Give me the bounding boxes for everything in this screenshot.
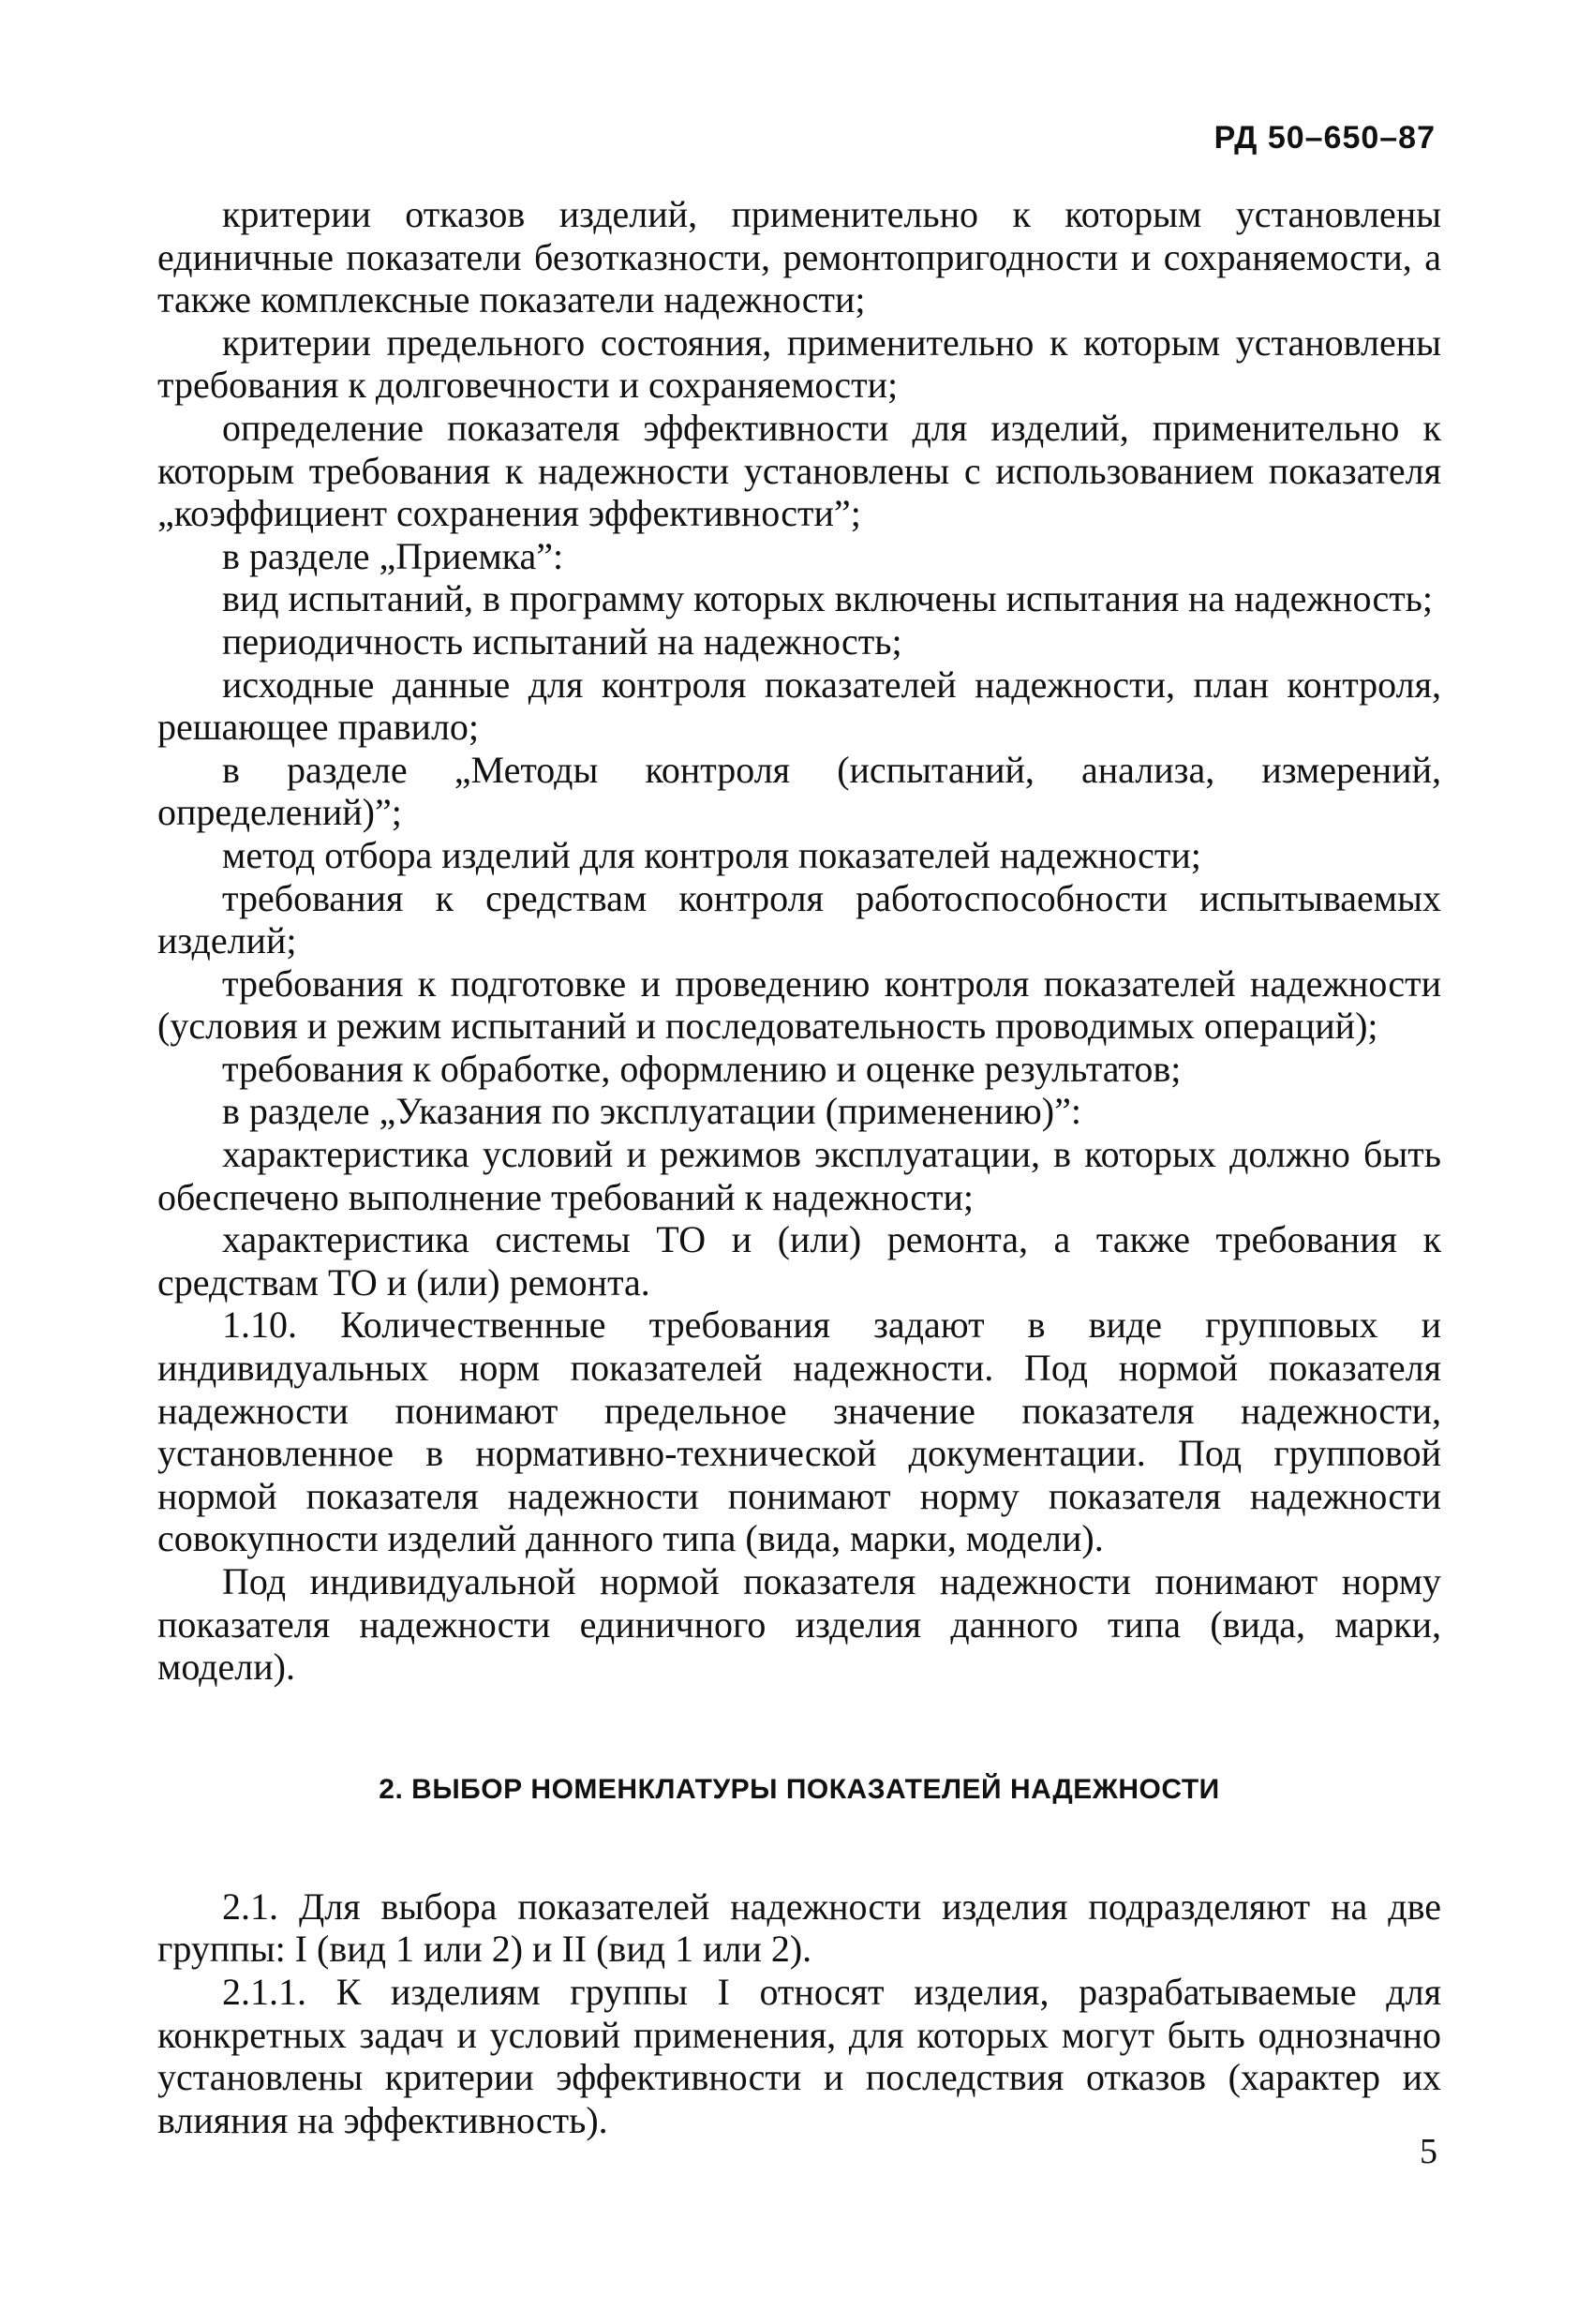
section-heading: 2. ВЫБОР НОМЕНКЛАТУРЫ ПОКАЗАТЕЛЕЙ НАДЕЖНОСТИ <box>379 1773 1220 1805</box>
paragraph: требования к подготовке и проведению контроля показателей надежности (условия и режим испытаний и последовательность проводимых операций); <box>157 961 1441 1048</box>
document-code-header: РД 50–650–87 <box>1213 120 1436 156</box>
paragraph: критерии отказов изделий, применительно к которым установлены единичные показатели безотказности, ремонтопригодности и сохраняемости, а также комплексные показатели надежности; <box>157 193 1441 321</box>
paragraph: в разделе „Приемка”: <box>222 534 564 577</box>
paragraph: 2.1. Для выбора показателей надежности изделия подразделяют на две группы: I (вид 1 или 2) и II (вид 1 или 2). <box>157 1885 1441 1971</box>
paragraph: Под индивидуальной нормой показателя надежности понимают норму показателя надежности единичного изделия данного типа (вида, марки, модели). <box>157 1560 1441 1689</box>
paragraph: требования к средствам контроля работоспособности испытываемых изделий; <box>157 876 1441 962</box>
page-number: 5 <box>1420 2132 1437 2171</box>
paragraph: метод отбора изделий для контроля показателей надежности; <box>222 833 1201 876</box>
document-body <box>157 193 1441 2141</box>
paragraph: в разделе „Указания по эксплуатации (применению)”: <box>222 1090 1081 1133</box>
paragraph: характеристика системы ТО и (или) ремонта, а также требования к средствам ТО и (или) ремонта. <box>157 1218 1441 1304</box>
paragraph: периодичность испытаний на надежность; <box>222 619 902 663</box>
paragraph: критерии предельного состояния, применительно к которым установлены требования к долговечности и сохраняемости; <box>157 320 1441 407</box>
paragraph: исходные данные для контроля показателей надежности, план контроля, решающее правило; <box>157 663 1441 749</box>
paragraph: 2.1.1. К изделиям группы I относят изделия, разрабатываемые для конкретных задач и условий применения, для которых могут быть однозначно установлены критерии эффективности и последствия отказов (характер их влияния на эффективность). <box>157 1970 1441 2141</box>
paragraph: характеристика условий и режимов эксплуатации, в которых должно быть обеспечено выполнение требований к надежности; <box>157 1133 1441 1218</box>
paragraph: в разделе „Методы контроля (испытаний, анализа, измерений, определений)”; <box>157 748 1441 834</box>
paragraph: 1.10. Количественные требования задают в виде групповых и индивидуальных норм показателей надежности. Под нормой показателя надежности понимают предельное значение показателя надежности, установленное в нормативно-технической документации. Под групповой нормой показателя надежности понимают норму показателя надежности совокупности изделий данного типа (вида, марки, модели). <box>157 1304 1441 1560</box>
paragraph: вид испытаний, в программу которых включены испытания на надежность; <box>222 577 1434 620</box>
paragraph: определение показателя эффективности для изделий, применительно к которым требования к надежности установлены с использованием показателя „коэффициент сохранения эффективности”; <box>157 406 1441 535</box>
paragraph: требования к обработке, оформлению и оценке результатов; <box>222 1047 1182 1090</box>
